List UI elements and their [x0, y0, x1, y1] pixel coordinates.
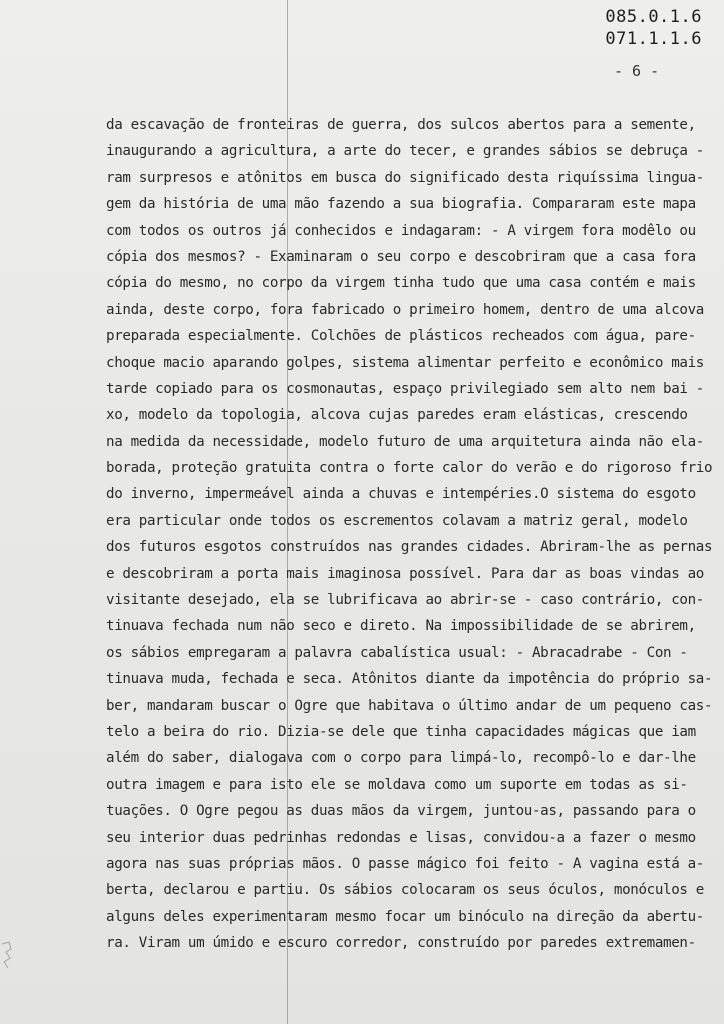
text-line: telo a beira do rio. Dizia-se dele que tinha capacidades mágicas que iam — [106, 723, 696, 740]
text-line: preparada especialmente. Colchões de plásticos recheados com água, pare- — [106, 328, 696, 345]
text-line: os sábios empregaram a palavra cabalística usual: - Abracadrabe - Con - — [106, 644, 688, 661]
text-line: da escavação de fronteiras de guerra, dos sulcos abertos para a semente, — [106, 117, 696, 133]
text-line: tinuava muda, fechada e seca. Atônitos diante da impotência do próprio sa- — [106, 671, 713, 688]
text-line: cópia do mesmo, no corpo da virgem tinha tudo que uma casa contém e mais — [106, 275, 696, 292]
text-line: ra. Viram um úmido e escuro corredor, construído por paredes extremamen- — [106, 935, 696, 952]
text-line: berta, declarou e partiu. Os sábios colocaram os seus óculos, monóculos e — [106, 882, 704, 899]
text-line: alguns deles experimentaram mesmo focar um binóculo na direção da abertu- — [106, 908, 704, 925]
text-line: agora nas suas próprias mãos. O passe mágico foi feito - A vagina está a- — [106, 855, 704, 872]
text-line: era particular onde todos os escrementos colavam a matriz geral, modelo — [106, 512, 688, 529]
text-line: tuações. O Ogre pegou as duas mãos da virgem, juntou-as, passando para o — [106, 803, 696, 820]
text-line: ainda, deste corpo, fora fabricado o primeiro homem, dentro de uma alcova — [106, 301, 704, 318]
text-line: inaugurando a agricultura, a arte do tecer, e grandes sábios se debruça - — [106, 143, 704, 160]
text-line: xo, modelo da topologia, alcova cujas paredes eram elásticas, crescendo — [106, 407, 688, 424]
text-line: tarde copiado para os cosmonautas, espaço privilegiado sem alto nem bai - — [106, 380, 704, 397]
page-number: - 6 - — [614, 62, 660, 80]
text-line: outra imagem e para isto ele se moldava como um suporte em todas as si- — [106, 776, 688, 793]
text-line: ber, mandaram buscar o Ogre que habitava o último andar de um pequeno cas- — [106, 697, 713, 714]
text-line: na medida da necessidade, modelo futuro de uma arquitetura ainda não ela- — [106, 433, 704, 450]
text-line: seu interior duas pedrinhas redondas e lisas, convidou-a a fazer o mesmo — [106, 829, 696, 846]
text-line: borada, proteção gratuita contra o forte calor do verão e do rigoroso frio — [106, 460, 713, 477]
archive-reference — [605, 6, 702, 50]
text-line: tinuava fechada num não seco e direto. Na impossibilidade de se abrirem, — [106, 618, 696, 635]
body-text — [106, 112, 713, 957]
margin-smudge — [0, 940, 14, 970]
reference-code-1: 085.0.1.6 — [605, 7, 702, 27]
text-line: gem da história de uma mão fazendo a sua biografia. Compararam este mapa — [106, 196, 696, 213]
reference-code-2: 071.1.1.6 — [605, 29, 702, 49]
text-line: dos futuros esgotos construídos nas grandes cidades. Abriram-lhe as pernas — [106, 539, 713, 556]
text-line: ram surpresos e atônitos em busca do significado desta riquíssima lingua- — [106, 169, 704, 186]
text-line: cópia dos mesmos? - Examinaram o seu corpo e descobriram que a casa fora — [106, 248, 696, 265]
text-line: visitante desejado, ela se lubrificava ao abrir-se - caso contrário, con- — [106, 592, 704, 609]
text-line: do inverno, impermeável ainda a chuvas e intempéries.O sistema do esgoto — [106, 486, 696, 503]
text-line: além do saber, dialogava com o corpo para limpá-lo, recompô-lo e dar-lhe — [106, 750, 696, 767]
text-line: choque macio aparando golpes, sistema alimentar perfeito e econômico mais — [106, 354, 704, 371]
text-line: com todos os outros já conhecidos e indagaram: - A virgem fora modêlo ou — [106, 222, 696, 239]
text-line: e descobriram a porta mais imaginosa possível. Para dar as boas vindas ao — [106, 565, 704, 582]
